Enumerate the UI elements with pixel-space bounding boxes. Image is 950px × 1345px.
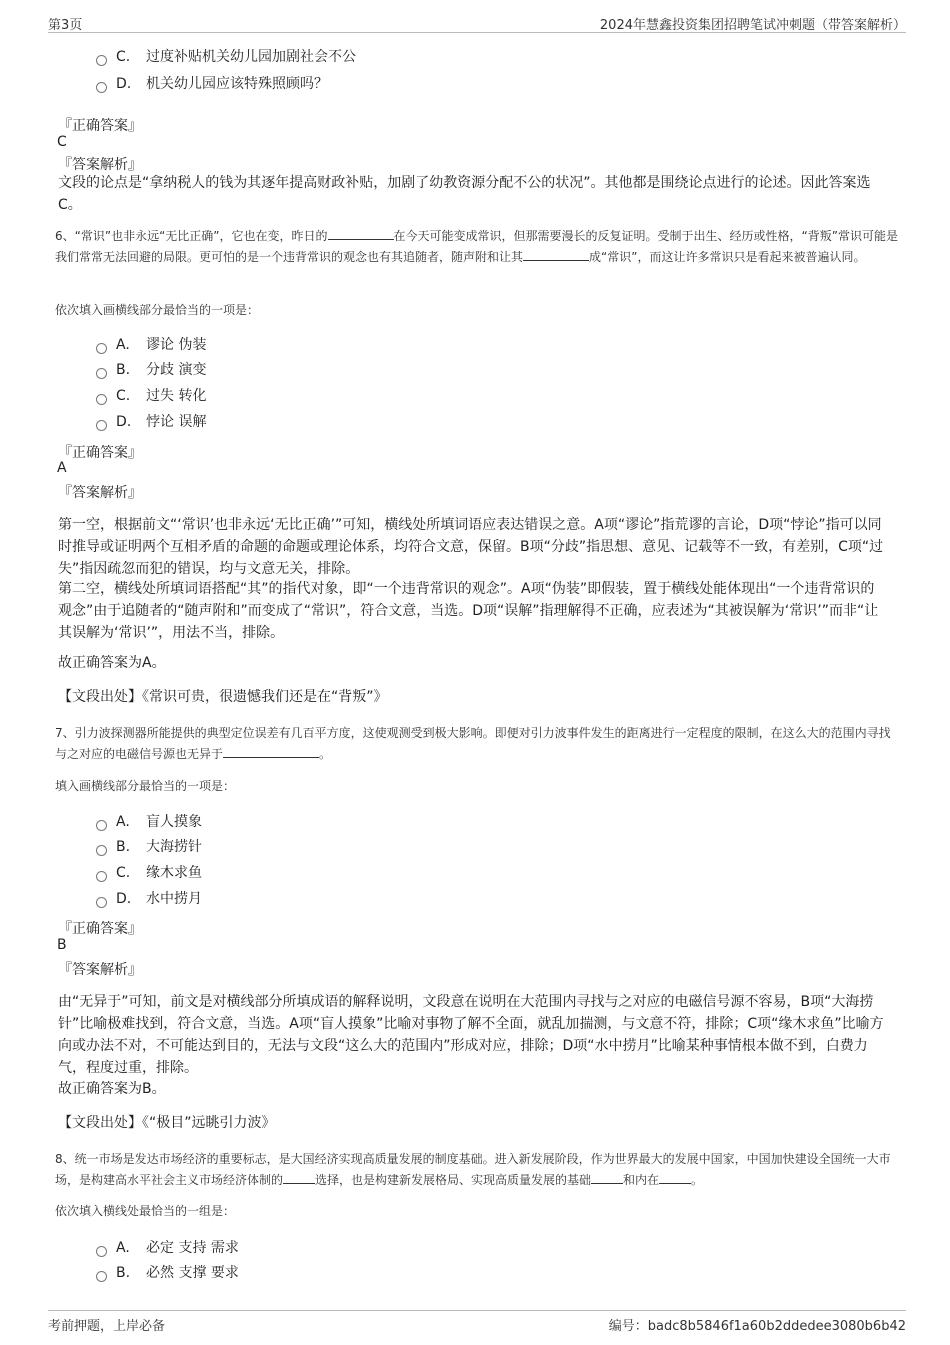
radio-icon[interactable]	[96, 1246, 107, 1257]
q8-prompt: 依次填入横线处最恰当的一组是：	[55, 1204, 236, 1218]
radio-icon[interactable]	[96, 897, 107, 908]
q6-source: 【文段出处】《常识可贵，很遗憾我们还是在“背叛”》	[58, 689, 388, 705]
q6-option-c[interactable]: C. 过失 转化	[96, 385, 206, 407]
q7-stem: 7、引力波探测器所能提供的典型定位误差有几百平方度，这使观测受到极大影响。即便对引力波事件发生的距离进行一定程度的限制，在这么大的范围内寻找与之对应的电磁信号源也无异于 。	[55, 726, 891, 761]
q7-source: 【文段出处】《“极目”远眺引力波》	[58, 1115, 276, 1131]
q8-blank-2	[591, 1171, 623, 1184]
q6-explanation-2: 第二空，横线处所填词语搭配“其”的指代对象，即“一个违背常识的观念”。A项“伪装”即假装，置于横线处能体现出“一个违背常识的观念”由于追随者的“随声附和”而变成了“常识”，符合文意，当选。D项“误解”指理解得不正确，应表述为“其被误解为‘常识’”而非“让其误解为‘常识’”，用法不当，排除。	[58, 581, 879, 641]
q6-blank-1	[328, 227, 394, 240]
q6-blank-2	[523, 248, 589, 261]
document-code: 编号：badc8b5846f1a60b2ddedee3080b6b42	[608, 1319, 906, 1334]
q8-blank-3	[659, 1171, 691, 1184]
q7-blank	[223, 745, 319, 758]
q7-option-c[interactable]: C. 缘木求鱼	[96, 862, 202, 884]
page-number: 第3页	[48, 18, 83, 33]
radio-icon[interactable]	[96, 394, 107, 405]
q7-option-b[interactable]: B. 大海捞针	[96, 836, 202, 858]
q5-answer-label: 『正确答案』	[58, 118, 142, 134]
q6-explanation-1: 第一空，根据前文“‘常识’也非永远‘无比正确’”可知，横线处所填词语应表达错误之意。A项“谬论”指荒谬的言论，D项“悖论”指可以同时推导或证明两个互相矛盾的命题的命题或理论体系，均符合文意，保留。B项“分歧”指思想、意见、记载等不一致，有差别，C项“过失”指因疏忽而犯的错误，均与文意无关，排除。	[58, 517, 884, 577]
q6-prompt: 依次填入画横线部分最恰当的一项是：	[55, 303, 260, 317]
q8-stem: 8、统一市场是发达市场经济的重要标志，是大国经济实现高质量发展的制度基础。进入新发展阶段，作为世界最大的发展中国家，中国加快建设全国统一大市场，是构建高水平社会主义市场经济体制的 选择，也是构建新发展格局、实现高质量发展的基础 和内在 。	[55, 1152, 891, 1187]
q7-conclusion: 故正确答案为B。	[58, 1081, 166, 1097]
radio-icon[interactable]	[96, 845, 107, 856]
q6-answer-label: 『正确答案』	[58, 445, 142, 461]
q5-option-c[interactable]: C. 过度补贴机关幼儿园加剧社会不公	[96, 46, 356, 68]
q5-answer: C	[57, 134, 67, 150]
q6-conclusion: 故正确答案为A。	[58, 655, 166, 671]
q6-option-b[interactable]: B. 分歧 演变	[96, 359, 206, 381]
footer-slogan: 考前押题，上岸必备	[48, 1319, 166, 1334]
radio-icon[interactable]	[96, 343, 107, 354]
radio-icon[interactable]	[96, 871, 107, 882]
q7-option-a[interactable]: A. 盲人摸象	[96, 811, 202, 833]
q8-option-b[interactable]: B. 必然 支撑 要求	[96, 1262, 239, 1284]
q6-answer: A	[57, 460, 67, 476]
radio-icon[interactable]	[96, 1271, 107, 1282]
q8-option-a[interactable]: A. 必定 支持 需求	[96, 1237, 239, 1259]
q7-answer: B	[57, 937, 67, 953]
radio-icon[interactable]	[96, 420, 107, 431]
q7-explanation: 由“无异于”可知，前文是对横线部分所填成语的解释说明，文段意在说明在大范围内寻找与之对应的电磁信号源不容易，B项“大海捞针”比喻极难找到，符合文意，当选。A项“盲人摸象”比喻对事物了解不全面，就乱加揣测，与文意不符，排除；C项“缘木求鱼”比喻方向或办法不对，不可能达到目的，无法与文段“这么大的范围内”形成对应，排除；D项“水中捞月”比喻某种事情根本做不到，白费力气，程度过重，排除。	[58, 994, 884, 1076]
q5-explanation: 文段的论点是“拿纳税人的钱为其逐年提高财政补贴，加剧了幼教资源分配不公的状况”。其他都是围绕论点进行的论述。因此答案选C。	[58, 175, 871, 213]
q7-prompt: 填入画横线部分最恰当的一项是：	[55, 779, 236, 793]
q6-stem: 6、“常识”也非永远“无比正确”，它也在变，昨日的 在今天可能变成常识，但那需要漫长的反复证明。受制于出生、经历或性格，“背叛”常识可能是我们常常无法回避的局限。更可怕的是一个违背常识的观念也有其追随者，随声附和让其 成“常识”，而这让许多常识只是看起来被普遍认同。	[55, 229, 898, 264]
q6-explain-label: 『答案解析』	[58, 485, 142, 501]
radio-icon[interactable]	[96, 82, 107, 93]
radio-icon[interactable]	[96, 55, 107, 66]
radio-icon[interactable]	[96, 368, 107, 379]
page-header	[48, 12, 906, 33]
q7-answer-label: 『正确答案』	[58, 921, 142, 937]
q6-option-d[interactable]: D. 悖论 误解	[96, 411, 206, 433]
document-title: 2024年慧鑫投资集团招聘笔试冲刺题（带答案解析）	[599, 18, 906, 33]
q6-option-a[interactable]: A. 谬论 伪装	[96, 334, 206, 356]
q5-explain-label: 『答案解析』	[58, 157, 142, 173]
q5-option-d[interactable]: D. 机关幼儿园应该特殊照顾吗？	[96, 73, 328, 95]
radio-icon[interactable]	[96, 820, 107, 831]
q8-blank-1	[283, 1171, 315, 1184]
q7-option-d[interactable]: D. 水中捞月	[96, 888, 202, 910]
page-footer	[48, 1310, 906, 1333]
q7-explain-label: 『答案解析』	[58, 962, 142, 978]
